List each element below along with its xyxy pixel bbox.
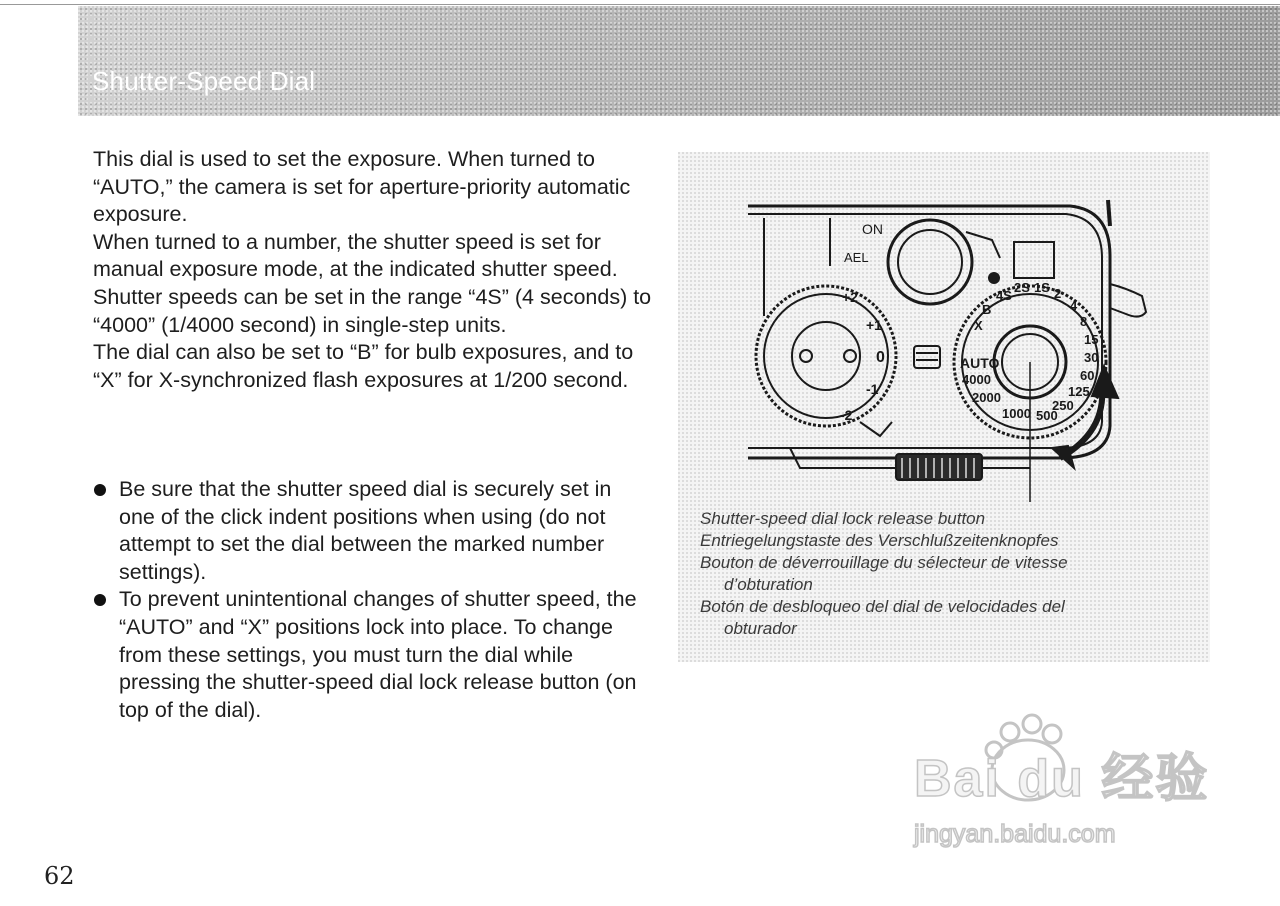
speed-30-label: 30 — [1084, 350, 1099, 365]
figure-caption — [700, 508, 1170, 640]
header-band — [78, 6, 1280, 116]
comp-zero-label: 0 — [876, 349, 885, 366]
baidu-watermark-logo — [910, 712, 1210, 862]
speed-250-label: 250 — [1052, 398, 1074, 413]
speed-60-label: 60 — [1080, 368, 1095, 383]
speed-15-label: 15 — [1084, 332, 1099, 347]
speed-4-label: 4 — [1070, 298, 1078, 313]
bullet-dot-icon — [94, 484, 106, 496]
camera-top-illustration — [730, 196, 1170, 506]
speed-1000-label: 1000 — [1002, 406, 1031, 421]
speed-4s-label: 4S — [996, 288, 1012, 303]
comp-plus-one-label: +1 — [866, 317, 882, 333]
speed-4000-label: 4000 — [962, 372, 991, 387]
watermark-logo-text: Bai du 经验 — [914, 750, 1210, 808]
on-label: ON — [862, 221, 883, 237]
speed-x-label: X — [974, 318, 983, 333]
bullet-dot-icon — [94, 594, 106, 606]
body-paragraph: The dial can also be set to “B” for bulb exposures, and to “X” for X-synchronized flash exposures at 1/200 second. — [93, 340, 634, 392]
comp-minus-one-label: -1 — [866, 381, 879, 397]
caption-line: Shutter-speed dial lock release button — [700, 509, 986, 528]
comp-minus-two-label: -2 — [840, 407, 853, 423]
caption-line: obturador — [724, 619, 797, 638]
speed-1s-label: 1S — [1034, 280, 1050, 295]
body-paragraph: This dial is used to set the exposure. When turned to “AUTO,” the camera is set for aperture-priority automatic exposure. — [93, 147, 631, 227]
bullet-list — [93, 476, 653, 724]
speed-b-label: B — [982, 302, 992, 317]
caption-line: Botón de desbloqueo del dial de velocidades del — [700, 597, 1065, 616]
caption-line: Entriegelungstaste des Verschlußzeitenknopfes — [700, 531, 1059, 550]
watermark-url-text: jingyan.baidu.com — [914, 820, 1116, 848]
bullet-item — [93, 476, 653, 586]
top-rule — [0, 4, 1280, 5]
speed-500-label: 500 — [1036, 408, 1058, 423]
speed-8-label: 8 — [1080, 314, 1088, 329]
speed-2000-label: 2000 — [972, 390, 1001, 405]
bullet-item — [93, 586, 653, 724]
comp-plus-two-label: +2 — [842, 289, 858, 305]
auto-label: AUTO — [960, 355, 1000, 371]
speed-2s-label: 2S — [1014, 280, 1030, 295]
bullet-text: To prevent unintentional changes of shutter speed, the “AUTO” and “X” positions lock into place. To change from these settings, you must turn the dial while pressing the shutter-speed dial lock release button (on top of the dial). — [119, 587, 637, 722]
page-number: 62 — [44, 862, 75, 890]
ael-label: AEL — [844, 250, 869, 265]
body-text — [93, 146, 653, 394]
body-paragraph: When turned to a number, the shutter speed is set for manual exposure mode, at the indicated shutter speed. Shutter speeds can be set in the range “4S” (4 seconds) to “4000” (1/4000 second) in single-step units. — [93, 229, 652, 337]
section-title: Shutter-Speed Dial — [92, 66, 316, 96]
caption-line: d’obturation — [724, 575, 813, 594]
speed-125-label: 125 — [1068, 384, 1090, 399]
speed-2-label: 2 — [1054, 286, 1062, 301]
bullet-text: Be sure that the shutter speed dial is securely set in one of the click indent positions when using (do not attempt to set the dial between the marked number settings). — [119, 477, 612, 584]
caption-line: Bouton de déverrouillage du sélecteur de vitesse — [700, 553, 1068, 572]
